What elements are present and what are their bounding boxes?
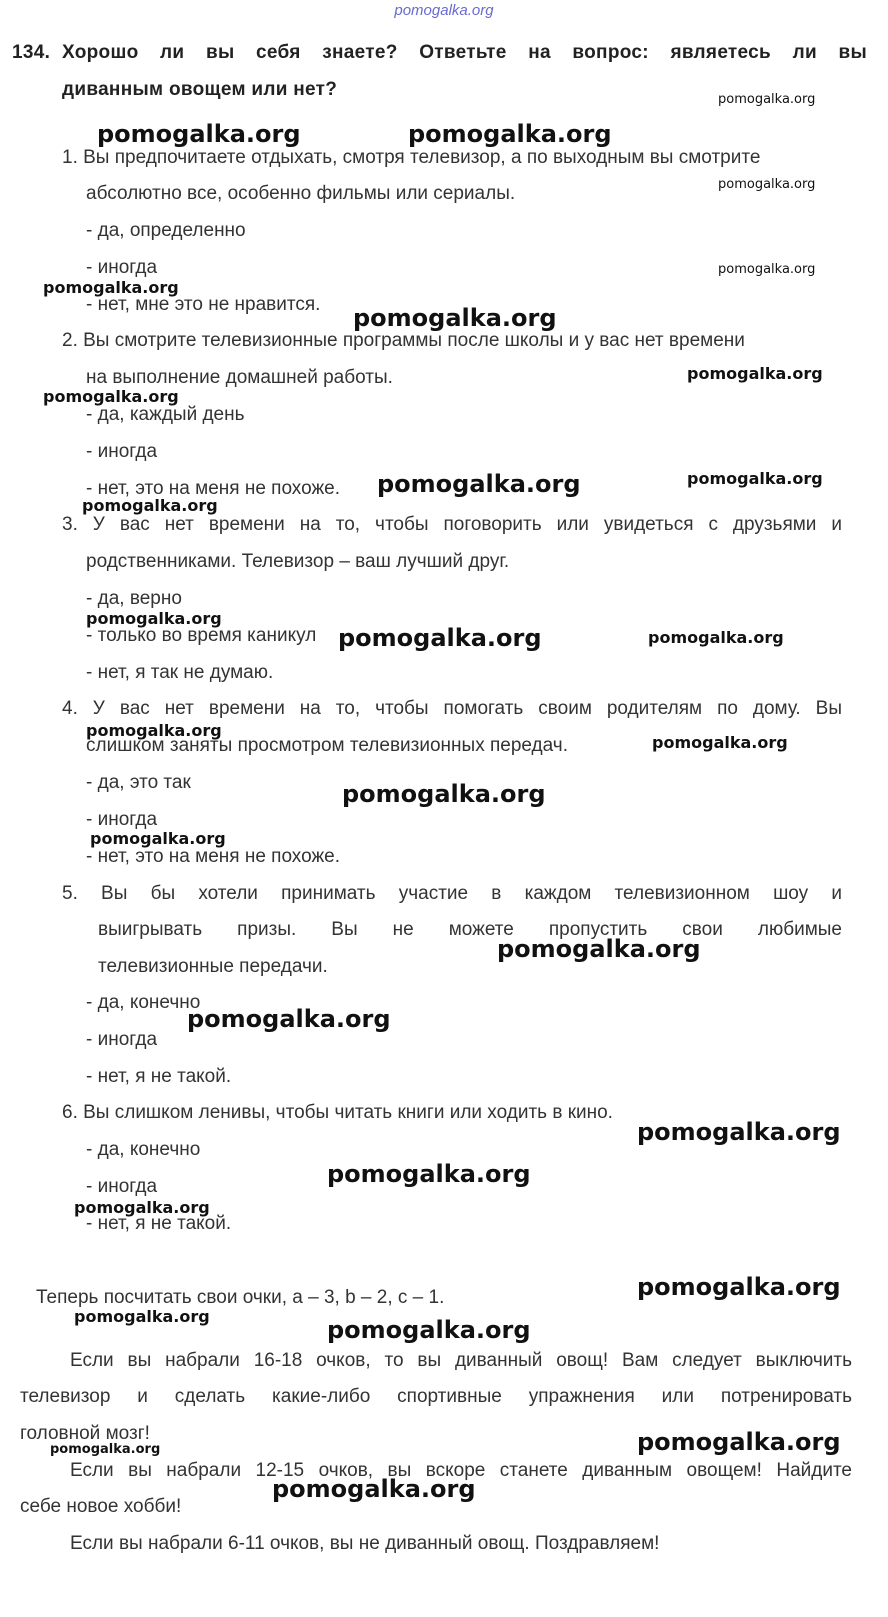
question-1-option-c: - нет, мне это не нравится. [86, 294, 321, 315]
watermark: pomogalka.org [97, 120, 301, 148]
watermark: pomogalka.org [74, 1198, 210, 1217]
question-4-option-b: - иногда [86, 809, 158, 830]
watermark: pomogalka.org [327, 1160, 531, 1188]
watermark: pomogalka.org [718, 262, 816, 277]
result-2-line1: Если вы набрали 12-15 очков, вы вскоре станете диванным овощем! Найдите [70, 1460, 852, 1481]
question-3-line2: родственниками. Телевизор – ваш лучший друг. [86, 551, 510, 572]
watermark: pomogalka.org [648, 628, 784, 647]
question-3-line1: 3. У вас нет времени на то, чтобы поговорить или увидеться с друзьями и [62, 514, 842, 535]
watermark: pomogalka.org [637, 1428, 841, 1456]
watermark: pomogalka.org [74, 1307, 210, 1326]
site-mark[interactable]: pomogalka.org [394, 2, 494, 19]
watermark: pomogalka.org [272, 1475, 476, 1503]
question-6-option-a: - да, конечно [86, 1139, 201, 1160]
question-5-line3: телевизионные передачи. [98, 956, 328, 977]
question-2-line1: 2. Вы смотрите телевизионные программы после школы и у вас нет времени [62, 330, 745, 351]
question-6-option-c: - нет, я не такой. [86, 1213, 232, 1234]
watermark: pomogalka.org [637, 1273, 841, 1301]
question-3-option-b: - только во время каникул [86, 625, 317, 646]
task-number: 134. [12, 42, 51, 63]
result-2-line2: себе новое хобби! [20, 1496, 182, 1517]
watermark: pomogalka.org [82, 496, 218, 515]
question-4-line2: слишком заняты просмотром телевизионных передач. [86, 735, 568, 756]
question-3-option-c: - нет, я так не думаю. [86, 662, 274, 683]
question-2-option-b: - иногда [86, 441, 158, 462]
watermark: pomogalka.org [86, 609, 222, 628]
question-6-option-b: - иногда [86, 1176, 158, 1197]
result-1-line1: Если вы набрали 16-18 очков, то вы диванный овощ! Вам следует выключить [70, 1350, 852, 1371]
question-2-line2: на выполнение домашней работы. [86, 367, 393, 388]
watermark: pomogalka.org [718, 177, 816, 192]
result-1-line2: телевизор и сделать какие-либо спортивные упражнения или потренировать [20, 1386, 852, 1407]
watermark: pomogalka.org [637, 1118, 841, 1146]
watermark: pomogalka.org [652, 733, 788, 752]
watermark: pomogalka.org [43, 278, 179, 297]
question-6-line1: 6. Вы слишком ленивы, чтобы читать книги или ходить в кино. [62, 1102, 613, 1123]
question-3-option-a: - да, верно [86, 588, 182, 609]
watermark: pomogalka.org [43, 387, 179, 406]
watermark: pomogalka.org [353, 304, 557, 332]
scoring-text: Теперь посчитать свои очки, a – 3, b – 2, c – 1. [36, 1287, 445, 1308]
watermark: pomogalka.org [90, 829, 226, 848]
question-5-line1: 5. Вы бы хотели принимать участие в каждом телевизионном шоу и [62, 883, 842, 904]
watermark: pomogalka.org [408, 120, 612, 148]
result-3-line1: Если вы набрали 6-11 очков, вы не диванный овощ. Поздравляем! [70, 1533, 660, 1554]
task-text-line1: Хорошо ли вы себя знаете? Ответьте на вопрос: являетесь ли вы [62, 42, 867, 63]
question-4-option-a: - да, это так [86, 772, 191, 793]
watermark: pomogalka.org [187, 1005, 391, 1033]
question-5-option-b: - иногда [86, 1029, 158, 1050]
watermark: pomogalka.org [377, 470, 581, 498]
watermark: pomogalka.org [50, 1442, 161, 1457]
task-text-line2: диванным овощем или нет? [62, 79, 338, 100]
watermark: pomogalka.org [338, 624, 542, 652]
watermark: pomogalka.org [86, 721, 222, 740]
question-5-option-a: - да, конечно [86, 992, 201, 1013]
question-1-line1: 1. Вы предпочитаете отдыхать, смотря телевизор, а по выходным вы смотрите [62, 147, 761, 168]
question-4-line1: 4. У вас нет времени на то, чтобы помогать своим родителям по дому. Вы [62, 698, 842, 719]
question-1-line2: абсолютно все, особенно фильмы или сериалы. [86, 183, 516, 204]
watermark: pomogalka.org [327, 1316, 531, 1344]
question-1-option-a: - да, определенно [86, 220, 246, 241]
question-2-option-a: - да, каждый день [86, 404, 245, 425]
question-5-line2: выигрывать призы. Вы не можете пропустить свои любимые [98, 919, 842, 940]
watermark: pomogalka.org [687, 364, 823, 383]
question-4-option-c: - нет, это на меня не похоже. [86, 846, 341, 867]
question-2-option-c: - нет, это на меня не похоже. [86, 478, 341, 499]
result-1-line3: головной мозг! [20, 1423, 150, 1444]
watermark: pomogalka.org [497, 935, 701, 963]
question-1-option-b: - иногда [86, 257, 158, 278]
watermark: pomogalka.org [718, 92, 816, 107]
watermark: pomogalka.org [342, 780, 546, 808]
question-5-option-c: - нет, я не такой. [86, 1066, 232, 1087]
watermark: pomogalka.org [687, 469, 823, 488]
